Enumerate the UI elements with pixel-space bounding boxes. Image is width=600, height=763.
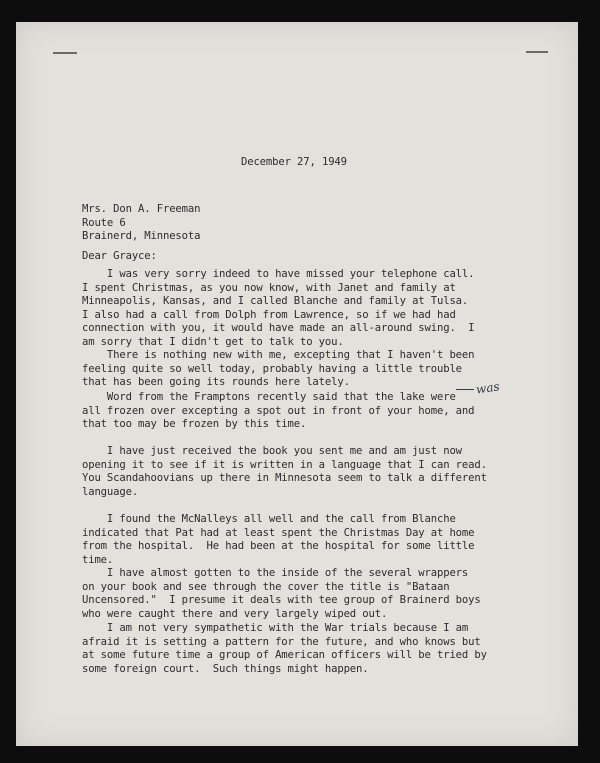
paragraph-line: feeling quite so well today, probably having a little trouble [82,362,462,375]
paragraph-line: at some future time a group of American officers will be tried by [82,649,487,662]
paragraph-line: There is nothing new with me, excepting that I haven't been [82,349,475,361]
paragraph-line: on your book and see through the cover the title is "Bataan [82,580,450,593]
punch-mark-right [526,51,548,53]
letter-page [16,22,578,746]
paragraph-line: You Scandahoovians up there in Minnesota seem to talk a different [82,472,487,485]
paragraph-line: I have just received the book you sent me and am just now [82,445,462,457]
paragraph-line: some foreign court. Such things might happen. [82,662,369,675]
address-line: Brainerd, Minnesota [82,230,201,243]
paragraph-line: that has been going its rounds here lately. [82,376,350,389]
paragraph-line: I have almost gotten to the inside of the several wrappers [82,567,469,579]
paragraph-line: Uncensored." I presume it deals with tee group of Brainerd boys [82,594,481,607]
paragraph-line: connection with you, it would have made an all-around swing. I [82,322,475,335]
address-line: Route 6 [82,216,126,229]
paragraph-line: time. [82,553,114,566]
paragraph-line: I found the McNalleys all well and the call from Blanche [82,513,456,525]
paragraph-line: am sorry that I didn't get to talk to you. [82,336,344,348]
paragraph-line: I spent Christmas, as you now know, with Janet and family at [82,281,456,294]
paragraph-line: I am not very sympathetic with the War trials because I am [82,622,469,634]
paragraph-line: language. [82,485,139,498]
salutation: Dear Grayce: [82,250,157,262]
letter-date: December 27, 1949 [241,156,347,168]
paragraph-line: that too may be frozen by this time. [82,418,307,431]
paragraph-line: Minneapolis, Kansas, and I called Blanche and family at Tulsa. [82,295,469,308]
paragraph-line: from the hospital. He had been at the hospital for some little [82,540,475,553]
paragraph-line: who were caught there and very largely wiped out. [82,607,388,620]
punch-mark-left [53,52,77,54]
handwritten-correction: was [475,379,501,397]
paragraph-line: opening it to see if it is written in a language that I can read. [82,458,487,471]
strikethrough-mark [456,389,474,390]
paragraph-line: indicated that Pat had at least spent the Christmas Day at home [82,526,475,539]
paragraph-line: I was very sorry indeed to have missed your telephone call. [82,268,475,280]
paragraph-line: afraid it is setting a pattern for the future, and who knows but [82,635,481,648]
paragraph-line: Word from the Framptons recently said that the lake were [82,391,456,403]
paragraph-line: I also had a call from Dolph from Lawrence, so if we had had [82,308,456,321]
paragraph-line: all frozen over excepting a spot out in front of your home, and [82,404,475,417]
address-line: Mrs. Don A. Freeman [82,203,201,215]
